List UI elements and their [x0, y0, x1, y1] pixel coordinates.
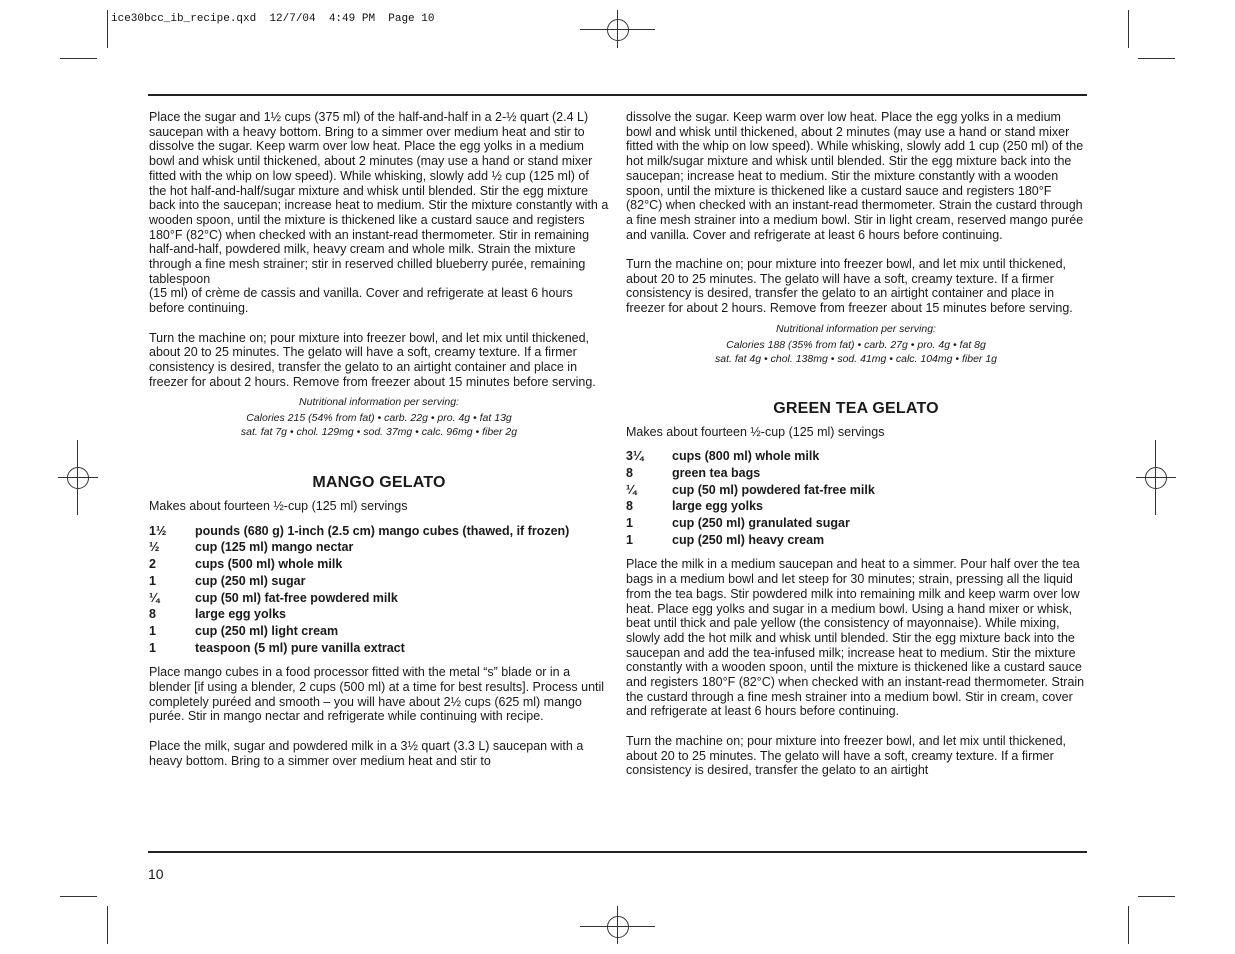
blueberry-freeze-paragraph: Turn the machine on; pour mixture into freezer bowl, and let mix until thickened, about 20 to 25 minutes. The gelato will have a soft, creamy texture. If a firmer consistency is desired, transfer the gelato to an airtight container and place in freezer for about 2 hours. Remove from freezer about 15 minutes before serving.: [149, 330, 596, 389]
ingredient-item: green tea bags: [672, 465, 761, 480]
recipe-title-green-tea: GREEN TEA GELATO: [773, 399, 939, 417]
page-number: 10: [148, 866, 164, 882]
mango-method-paragraph: Place the milk, sugar and powdered milk in a 3½ quart (3.3 L) saucepan with a heavy bottom. Bring to a simmer over medium heat and stir to: [149, 738, 584, 768]
ingredient-row: [149, 573, 609, 590]
bottom-rule: [148, 851, 1087, 853]
recipe-yield: Makes about fourteen ½-cup (125 ml) servings: [149, 499, 408, 514]
nutrition-line: sat. fat 7g • chol. 129mg • sod. 37mg • calc. 96mg • fiber 2g: [240, 426, 518, 439]
mango-method-paragraph: Place mango cubes in a food processor fitted with the metal “s” blade or in a blender [if using a blender, 2 cups (500 ml) at a time for best results]. Process until completely puréed and smooth – you will have about 2½ cups (625 ml) mango purée. Stir in mango nectar and refrigerate while continuing with recipe.: [149, 665, 605, 724]
ingredient-row: [626, 448, 1086, 465]
ingredient-item: cup (250 ml) sugar: [195, 573, 306, 588]
ingredient-row: [626, 532, 1086, 549]
ingredient-qty: ¼: [626, 482, 637, 497]
right-column: [626, 110, 1086, 778]
ingredient-qty: ¼: [149, 590, 160, 605]
ingredient-item: cup (250 ml) granulated sugar: [672, 516, 850, 531]
ingredient-row: [626, 498, 1086, 515]
ingredient-item: cups (500 ml) whole milk: [195, 557, 343, 572]
green-tea-method-paragraph: Place the milk in a medium saucepan and heat to a simmer. Pour half over the tea bags in a medium bowl and let steep for 30 minutes; strain, pressing all the liquid from the tea bags. Stir powdered milk into remaining milk and keep warm over low heat. Place egg yolks and sugar in a medium bowl. Using a hand mixer or whisk, beat until thick and pale yellow (the consistency of mayonnaise). While mixing, slowly add the hot milk and whisk until blended. Stir the egg mixture back into the saucepan and add the tea-infused milk; increase heat to medium. Stir the mixture constantly with a wooden spoon, until the mixture is thickened like a custard sauce and registers 180°F (82°C) when checked with an instant-read thermometer. Strain the custard through a fine mesh strainer into a medium bowl. Stir in cream, cover and refrigerate at least 6 hours before continuing.: [626, 557, 1085, 719]
ingredient-item: cups (800 ml) whole milk: [672, 449, 820, 464]
ingredient-row: [626, 482, 1086, 499]
ingredient-list: [626, 448, 1086, 548]
ingredient-qty: 8: [149, 607, 156, 622]
nutrition-info: [626, 322, 1086, 366]
ingredient-row: [149, 539, 609, 556]
ingredient-row: [149, 623, 609, 640]
ingredient-qty: 1: [626, 532, 633, 547]
ingredient-row: [149, 523, 609, 540]
ingredient-qty: 8: [626, 465, 633, 480]
nutrition-heading: Nutritional information per serving:: [776, 322, 936, 335]
ingredient-qty: 3¼: [626, 449, 644, 464]
ingredient-item: cup (125 ml) mango nectar: [195, 540, 354, 555]
ingredient-qty: 1: [149, 623, 156, 638]
mango-method-paragraph: dissolve the sugar. Keep warm over low heat. Place the egg yolks in a medium bowl and whisk until thickened, about 2 minutes (may use a hand or stand mixer fitted with the whip on low speed). While whisking, slowly add 1 cup (250 ml) of the hot milk/sugar mixture and whisk until blended. Stir the egg mixture back into the saucepan; increase heat to medium. Stir the mixture constantly with a wooden spoon, until the mixture is thickened like a custard sauce and registers 180°F (82°C) when checked with an instant-read thermometer. Strain the custard through a fine mesh strainer into a medium bowl. Stir in light cream, reserved mango purée and vanilla. Cover and refrigerate at least 6 hours before continuing.: [626, 110, 1084, 242]
ingredient-qty: 1: [149, 640, 156, 655]
nutrition-line: Calories 215 (54% from fat) • carb. 22g • pro. 4g • fat 13g: [246, 412, 512, 425]
green-tea-freeze-paragraph: Turn the machine on; pour mixture into freezer bowl, and let mix until thickened, about 20 to 25 minutes. The gelato will have a soft, creamy texture. If a firmer consistency is desired, transfer the gelato to an airtight: [626, 733, 1067, 778]
nutrition-heading: Nutritional information per serving:: [299, 396, 459, 409]
left-column: [149, 110, 609, 768]
ingredient-qty: ½: [149, 540, 160, 555]
top-rule: [148, 94, 1087, 96]
nutrition-line: Calories 188 (35% from fat) • carb. 27g • pro. 4g • fat 8g: [726, 338, 986, 351]
ingredient-row: [626, 515, 1086, 532]
ingredient-item: cup (250 ml) light cream: [195, 623, 339, 638]
recipe-yield: Makes about fourteen ½-cup (125 ml) servings: [626, 424, 885, 439]
ingredient-item: teaspoon (5 ml) pure vanilla extract: [195, 640, 405, 655]
ingredient-qty: 1: [626, 516, 633, 531]
ingredient-item: cup (50 ml) fat-free powdered milk: [195, 590, 398, 605]
ingredient-item: cup (250 ml) heavy cream: [672, 532, 825, 547]
blueberry-method-paragraph: Place the sugar and 1½ cups (375 ml) of the half-and-half in a 2-½ quart (2.4 L) saucepan with a heavy bottom. Bring to a simmer over medium heat and stir to dissolve the sugar. Keep warm over low heat. Place the egg yolks in a medium bowl and whisk until thickened, about 2 minutes (may use a hand or stand mixer fitted with the whip on low speed). While whisking, slowly add ½ cup (125 ml) of the hot half-and-half/sugar mixture and whisk until blended. Stir the egg mixture back into the saucepan; increase heat to medium. Stir the mixture constantly with a wooden spoon, until the mixture is thickened like a custard sauce and registers 180°F (82°C) when checked with an instant-read thermometer. Stir in remaining half-and-half, powdered milk, heavy cream and whole milk. Strain the mixture through a fine mesh strainer; stir in reserved chilled blueberry purée, remaining tablespoon: [149, 110, 609, 286]
ingredient-item: large egg yolks: [195, 607, 287, 622]
ingredient-row: [149, 556, 609, 573]
nutrition-line: sat. fat 4g • chol. 138mg • sod. 41mg • calc. 104mg • fiber 1g: [714, 352, 998, 365]
ingredient-row: [149, 590, 609, 607]
ingredient-qty: 1: [149, 573, 156, 588]
ingredient-qty: 1½: [149, 523, 167, 538]
ingredient-item: large egg yolks: [672, 499, 764, 514]
ingredient-row: [149, 640, 609, 657]
file-slug-line: ice30bcc_ib_recipe.qxd 12/7/04 4:49 PM Page 10: [111, 13, 435, 25]
ingredient-list: [149, 523, 609, 657]
mango-freeze-paragraph: Turn the machine on; pour mixture into freezer bowl, and let mix until thickened, about 20 to 25 minutes. The gelato will have a soft, creamy texture. If a firmer consistency is desired, transfer the gelato to an airtight container and place in freezer for about 2 hours. Remove from freezer about 15 minutes before serving.: [626, 257, 1073, 316]
blueberry-method-paragraph: (15 ml) of crème de cassis and vanilla. Cover and refrigerate at least 6 hours before continuing.: [149, 286, 573, 316]
nutrition-info: [149, 395, 609, 439]
ingredient-row: [149, 606, 609, 623]
ingredient-qty: 8: [626, 499, 633, 514]
recipe-title-mango: MANGO GELATO: [312, 474, 446, 492]
ingredient-qty: 2: [149, 557, 156, 572]
ingredient-item: pounds (680 g) 1-inch (2.5 cm) mango cubes (thawed, if frozen): [195, 523, 570, 538]
ingredient-row: [626, 465, 1086, 482]
ingredient-item: cup (50 ml) powdered fat-free milk: [672, 482, 875, 497]
